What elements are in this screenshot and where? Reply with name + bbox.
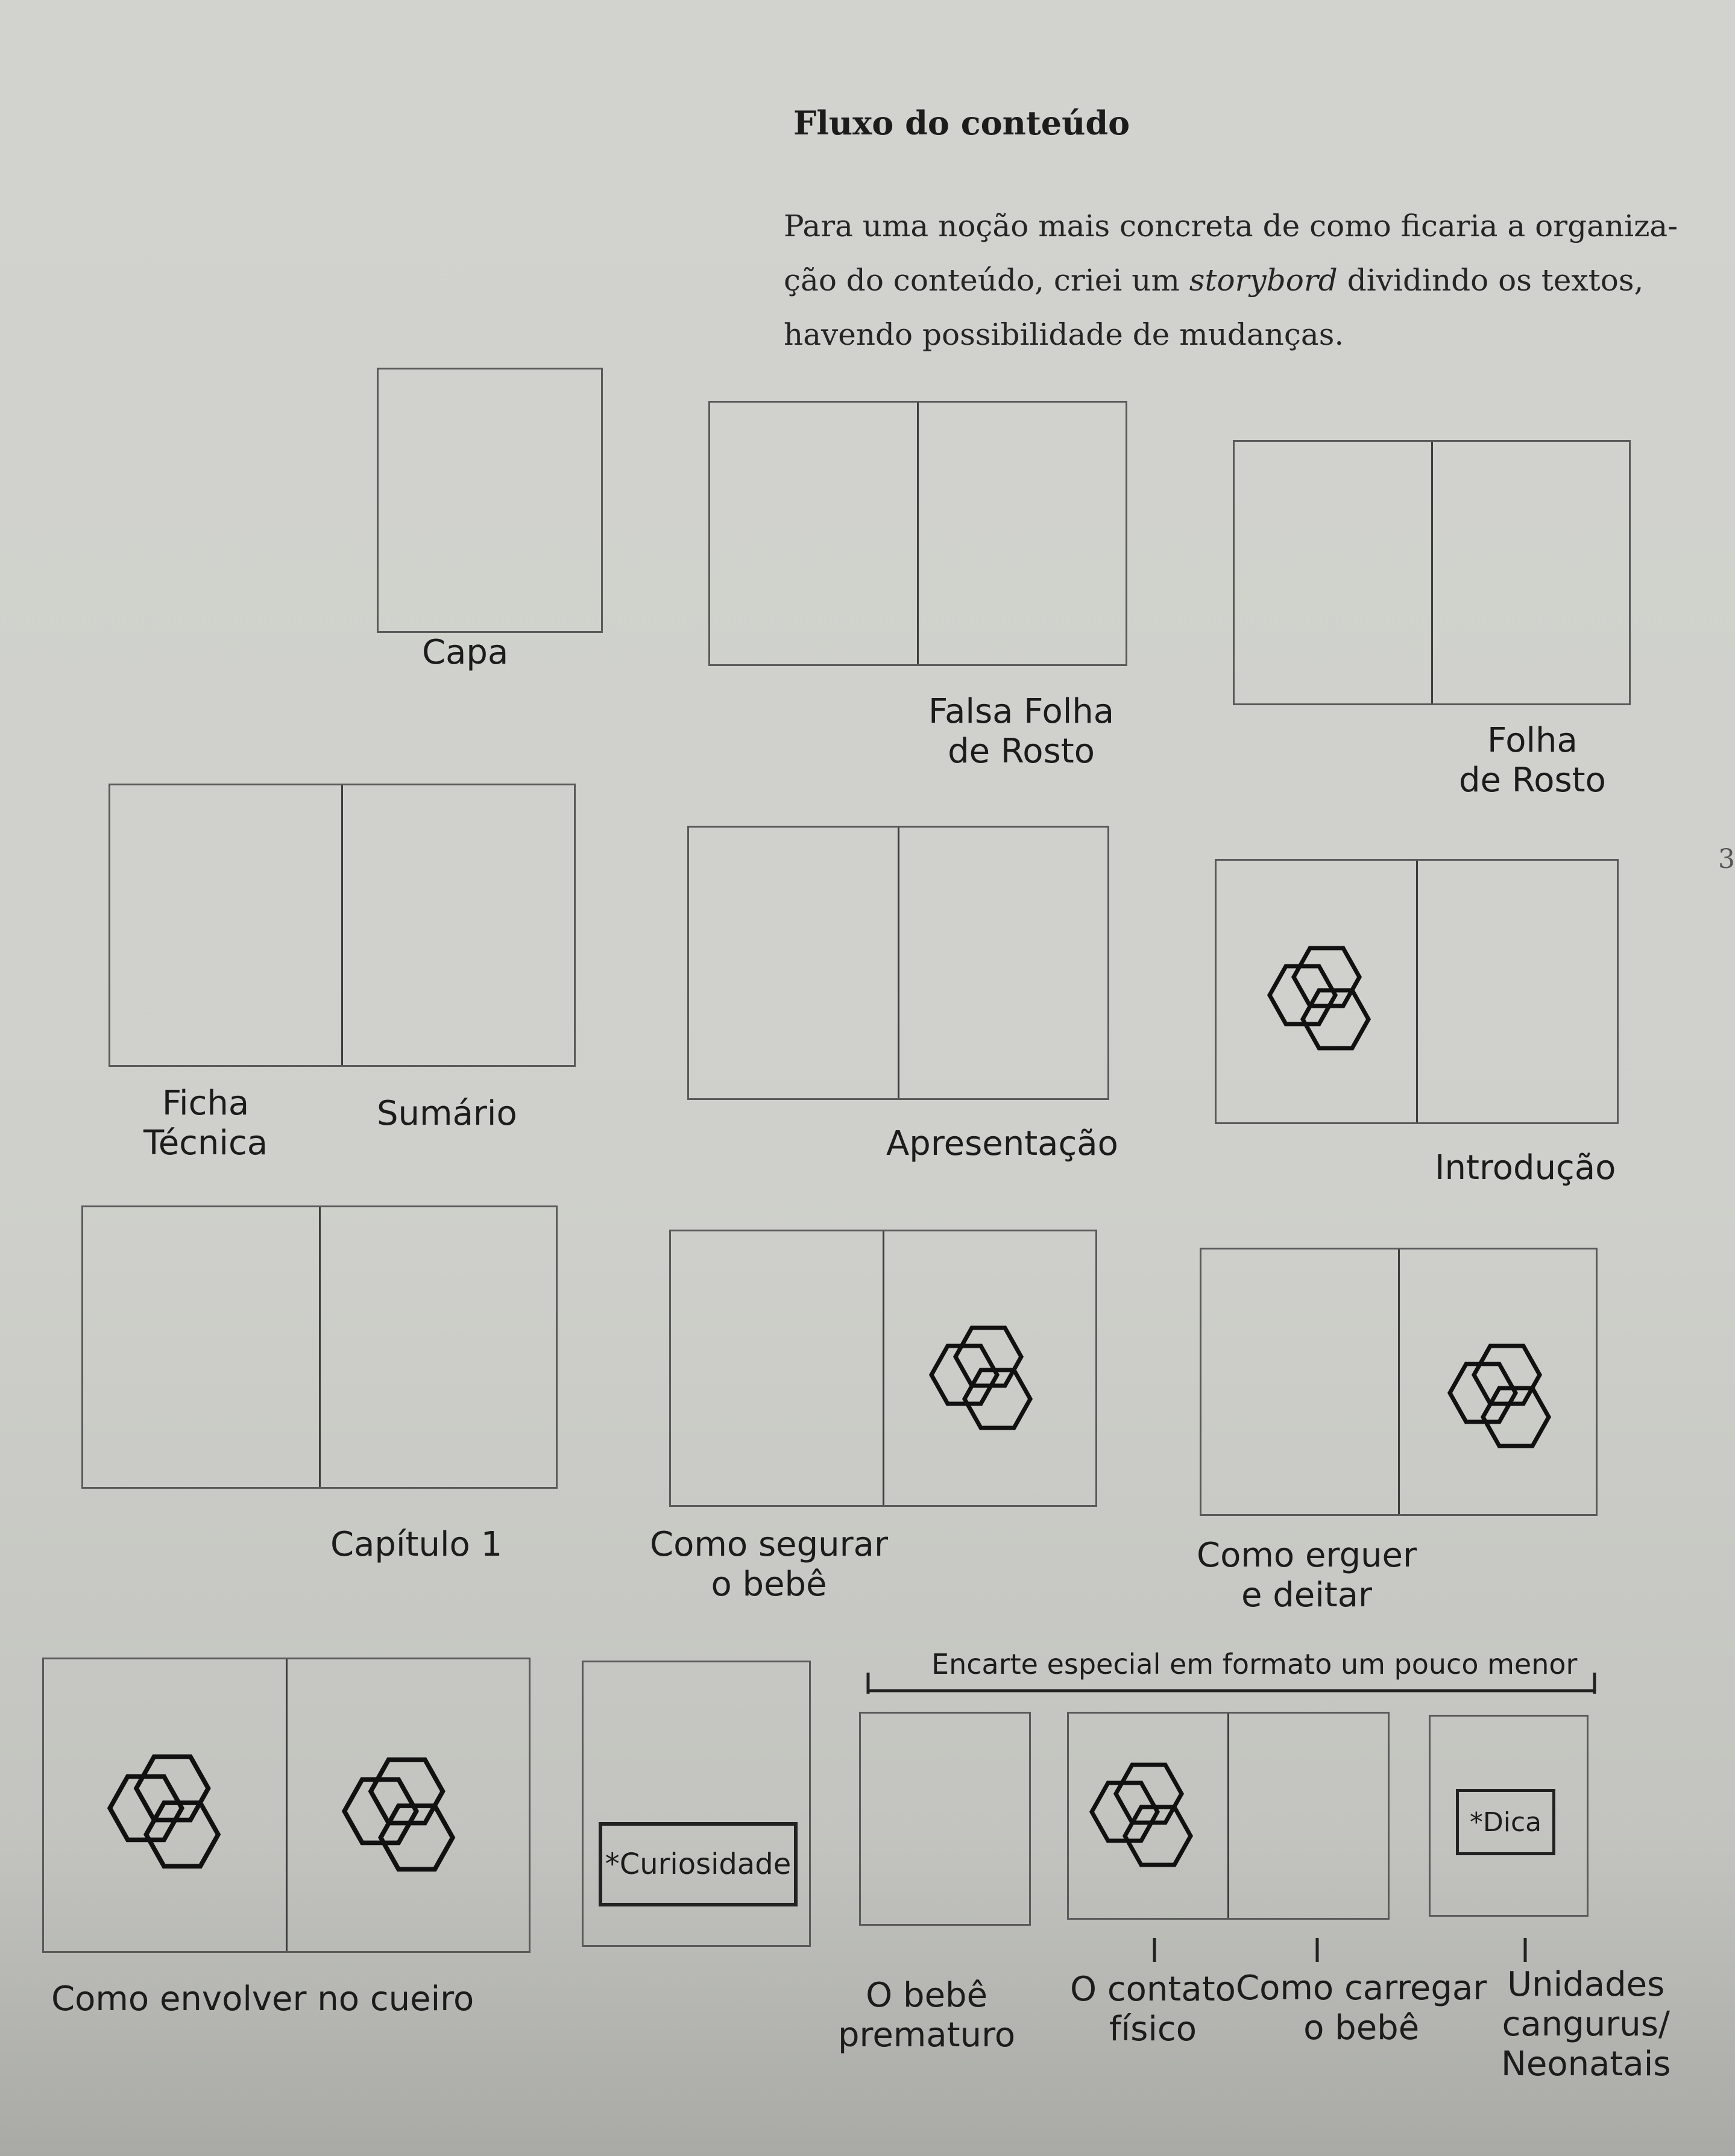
page-right	[898, 828, 1108, 1098]
label-como-carregar	[1236, 1969, 1487, 2048]
thumb-capitulo1	[81, 1205, 558, 1489]
label-folha-rosto	[1459, 721, 1606, 800]
label-como-segurar	[650, 1525, 888, 1604]
label-line: Como carregar	[1236, 1969, 1487, 2008]
page-right	[1398, 1249, 1596, 1514]
thumb-unidades	[1429, 1715, 1589, 1917]
intro-line-2-a: ção do conteúdo, criei um	[784, 263, 1189, 298]
page-left	[44, 1659, 286, 1951]
label-unidades	[1501, 1965, 1670, 2084]
label-line: o bebê	[711, 1565, 827, 1604]
intro-line-2	[784, 253, 1670, 307]
thumb-bebe-prematuro	[859, 1712, 1031, 1926]
label-bebe-prematuro	[838, 1976, 1015, 2055]
label-line: Técnica	[143, 1124, 268, 1163]
thumb-capa	[377, 368, 603, 633]
thumb-contato-carregar	[1067, 1712, 1390, 1920]
label-line: O bebê	[866, 1976, 988, 2015]
label-falsa-folha	[928, 692, 1114, 772]
label-como-erguer	[1197, 1536, 1417, 1615]
thumb-folha-rosto	[1233, 440, 1631, 705]
intro-line-2-b: dividindo os textos,	[1337, 263, 1644, 298]
hexagon-cluster-icon	[1262, 942, 1388, 1063]
label-line: e deitar	[1241, 1576, 1373, 1615]
encarte-label: Encarte especial em formato um pouco menor	[931, 1648, 1578, 1680]
page-right	[286, 1659, 529, 1951]
page-left	[689, 828, 898, 1098]
hexagon-cluster-icon	[336, 1753, 474, 1885]
thumb-ficha-sumario	[109, 784, 576, 1067]
page-right	[341, 785, 574, 1065]
hexagon-cluster-icon	[1442, 1340, 1569, 1460]
label-apresentacao: Apresentação	[886, 1124, 1118, 1163]
dica-tag: *Dica	[1456, 1789, 1555, 1855]
page-title: Fluxo do conteúdo	[793, 104, 1130, 142]
hexagon-cluster-icon	[924, 1322, 1050, 1442]
label-ficha	[143, 1084, 268, 1163]
thumb-introducao	[1215, 859, 1619, 1124]
label-line: Falsa Folha	[928, 692, 1115, 731]
label-capitulo1: Capítulo 1	[330, 1525, 503, 1564]
page-right	[917, 403, 1126, 664]
label-line: Neonatais	[1501, 2044, 1671, 2084]
thumb-como-erguer	[1200, 1248, 1598, 1516]
thumb-curiosidade	[582, 1661, 811, 1947]
label-introducao: Introdução	[1435, 1148, 1616, 1187]
label-como-envolver: Como envolver no cueiro	[51, 1979, 474, 2019]
label-capa: Capa	[422, 633, 509, 672]
hexagon-cluster-icon	[101, 1750, 240, 1882]
page-left	[110, 785, 341, 1065]
encarte-bracket	[865, 1667, 1598, 1697]
page-left	[671, 1231, 883, 1505]
label-line: Como erguer	[1197, 1536, 1417, 1575]
curiosidade-tag: *Curiosidade	[599, 1822, 798, 1906]
label-sumario: Sumário	[377, 1094, 517, 1133]
label-line: de Rosto	[1459, 761, 1606, 800]
label-line: Como segurar	[650, 1525, 889, 1564]
thumb-falsa-folha	[708, 401, 1127, 666]
intro-paragraph	[784, 199, 1678, 362]
page-left	[1069, 1714, 1227, 1918]
intro-line-3: havendo possibilidade de mudanças.	[784, 317, 1344, 352]
tick-marks	[1139, 1935, 1531, 1971]
label-contato-fisico	[1070, 1970, 1236, 2049]
page-left	[710, 403, 917, 664]
label-line: físico	[1109, 2010, 1197, 2049]
page-left	[83, 1207, 319, 1487]
thumb-como-segurar	[669, 1230, 1097, 1507]
label-line: Unidades	[1507, 1965, 1665, 2004]
label-line: prematuro	[838, 2016, 1016, 2055]
thumb-como-envolver	[42, 1658, 531, 1953]
page-right	[1227, 1714, 1388, 1918]
page-right	[883, 1231, 1096, 1505]
intro-line-2-em: storybord	[1189, 263, 1338, 298]
page-right	[1416, 861, 1617, 1122]
thumb-apresentacao	[687, 826, 1109, 1100]
page-left	[1235, 442, 1431, 703]
label-line: de Rosto	[948, 732, 1095, 771]
label-line: cangurus/	[1502, 2005, 1670, 2044]
label-line: Ficha	[162, 1084, 250, 1123]
page-right	[1431, 442, 1630, 703]
page-left	[1217, 861, 1416, 1122]
label-line: Folha	[1487, 721, 1578, 760]
page-left	[1201, 1249, 1398, 1514]
intro-line-1: Para uma noção mais concreta de como ficaria a organiza-	[784, 209, 1678, 244]
label-line: o bebê	[1303, 2008, 1420, 2048]
label-line: O contato	[1070, 1970, 1236, 2009]
hexagon-cluster-icon	[1084, 1759, 1211, 1879]
page-right	[319, 1207, 556, 1487]
page-number: 3	[1718, 844, 1735, 875]
